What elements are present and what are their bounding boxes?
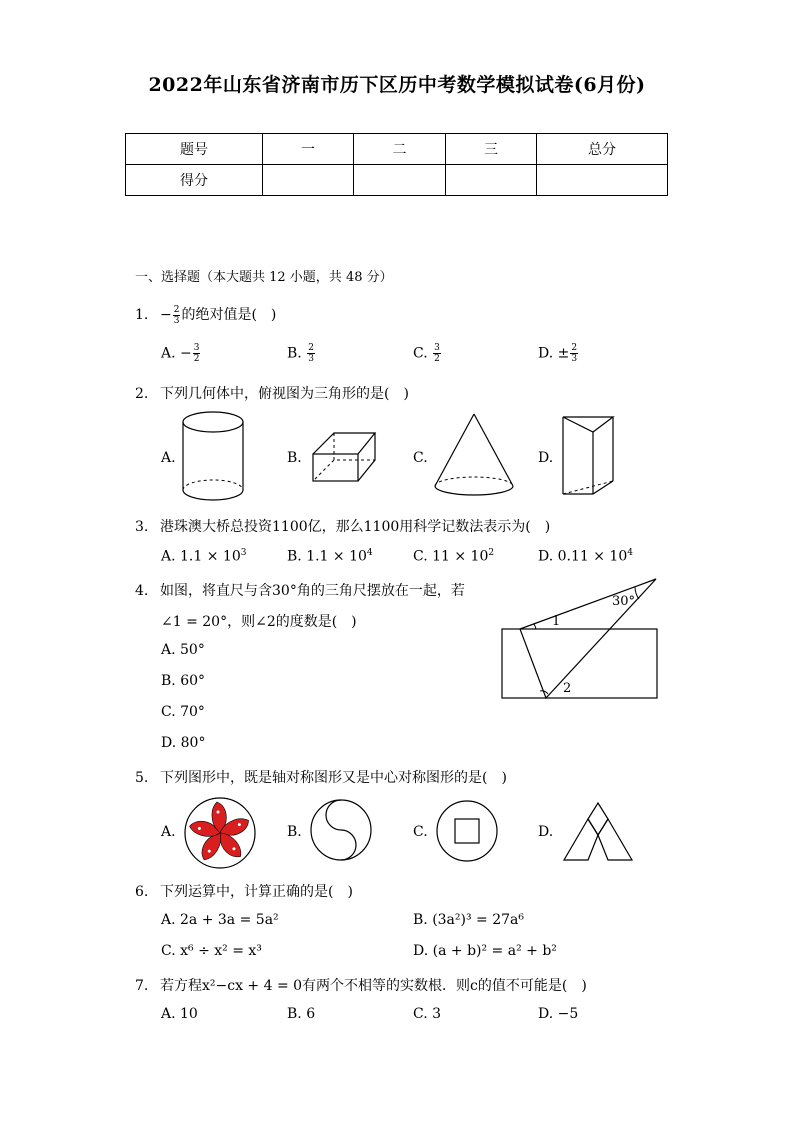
option-5b[interactable]: B. — [287, 824, 302, 840]
cylinder-figure — [180, 410, 246, 504]
option-4a[interactable]: A. 50° — [161, 642, 205, 658]
option-4c[interactable]: C. 70° — [161, 704, 205, 720]
question-5: 5. 下列图形中，既是轴对称图形又是中心对称图形的是( ) — [135, 770, 507, 786]
question-6: 6. 下列运算中，计算正确的是( ) — [135, 884, 353, 900]
question-4-line2: ∠1 = 20°，则∠2的度数是( ) — [161, 614, 357, 630]
table-header: 三 — [446, 134, 537, 165]
option-4b[interactable]: B. 60° — [161, 673, 206, 689]
option-6d[interactable]: D. (a + b)² = a² + b² — [413, 943, 557, 959]
prism-figure — [560, 414, 616, 498]
ruler-triangle-figure — [500, 575, 662, 703]
option-7b[interactable]: B. 6 — [287, 1006, 316, 1022]
three-diamonds-figure — [562, 801, 634, 863]
table-header: 二 — [354, 134, 446, 165]
option-6c[interactable]: C. x⁶ ÷ x² = x³ — [161, 943, 262, 959]
score-table — [125, 133, 668, 196]
option-1b[interactable]: B. $\frac{2}{3}$ — [287, 343, 314, 364]
question-3: 3. 港珠澳大桥总投资1100亿，那么1100用科学记数法表示为( ) — [135, 519, 551, 535]
option-7c[interactable]: C. 3 — [413, 1006, 442, 1022]
yin-yang-figure — [309, 798, 373, 862]
option-2b[interactable]: B. — [287, 450, 302, 466]
question-7: 7. 若方程x²−cx + 4 = 0有两个不相等的实数根．则c的值不可能是( ) — [135, 978, 587, 994]
angle-2-label: 2 — [563, 681, 572, 696]
question-2: 2. 下列几何体中，俯视图为三角形的是( ) — [135, 386, 409, 402]
option-1a[interactable]: A. − $\frac{3}{2}$ — [161, 343, 200, 364]
option-3b[interactable]: B. $1.1 \times 10^4$ — [287, 548, 373, 565]
score-cell[interactable] — [446, 165, 537, 196]
table-row-label: 得分 — [126, 165, 263, 196]
score-cell[interactable] — [263, 165, 354, 196]
bauhinia-flower-figure — [183, 796, 257, 870]
option-1d[interactable]: D. ± $\frac{2}{3}$ — [538, 343, 578, 364]
cuboid-figure — [310, 430, 378, 486]
option-3d[interactable]: D. $0.11 \times 10^4$ — [538, 548, 633, 565]
question-1: 1. − $\frac{2}{3}$ 的绝对值是( ) — [135, 304, 277, 326]
option-5c[interactable]: C. — [413, 824, 428, 840]
table-header: 总分 — [537, 134, 668, 165]
cone-figure — [432, 412, 516, 498]
angle-30-label: 30° — [612, 594, 636, 609]
option-6b[interactable]: B. (3a²)³ = 27a⁶ — [413, 912, 524, 928]
option-3c[interactable]: C. $11 \times 10^2$ — [413, 548, 495, 565]
option-7a[interactable]: A. 10 — [161, 1006, 198, 1022]
page-title: 2022年山东省济南市历下区历中考数学模拟试卷(6月份) — [148, 74, 646, 96]
option-7d[interactable]: D. −5 — [538, 1006, 579, 1022]
score-cell[interactable] — [537, 165, 668, 196]
table-header: 题号 — [126, 134, 263, 165]
table-header: 一 — [263, 134, 354, 165]
option-2d[interactable]: D. — [538, 450, 554, 466]
angle-1-label: 1 — [552, 614, 561, 629]
coin-square-figure — [435, 799, 499, 863]
score-cell[interactable] — [354, 165, 446, 196]
question-4: 4. 如图，将直尺与含30°角的三角尺摆放在一起，若 — [135, 583, 465, 599]
option-4d[interactable]: D. 80° — [161, 735, 206, 751]
option-5a[interactable]: A. — [161, 824, 176, 840]
option-5d[interactable]: D. — [538, 824, 554, 840]
option-6a[interactable]: A. 2a + 3a = 5a² — [161, 912, 279, 928]
option-1c[interactable]: C. $\frac{3}{2}$ — [413, 343, 440, 364]
option-2a[interactable]: A. — [161, 450, 176, 466]
section-heading: 一、选择题（本大题共 12 小题，共 48 分） — [135, 270, 393, 285]
option-2c[interactable]: C. — [413, 450, 428, 466]
option-3a[interactable]: A. $1.1 \times 10^3$ — [161, 548, 247, 565]
